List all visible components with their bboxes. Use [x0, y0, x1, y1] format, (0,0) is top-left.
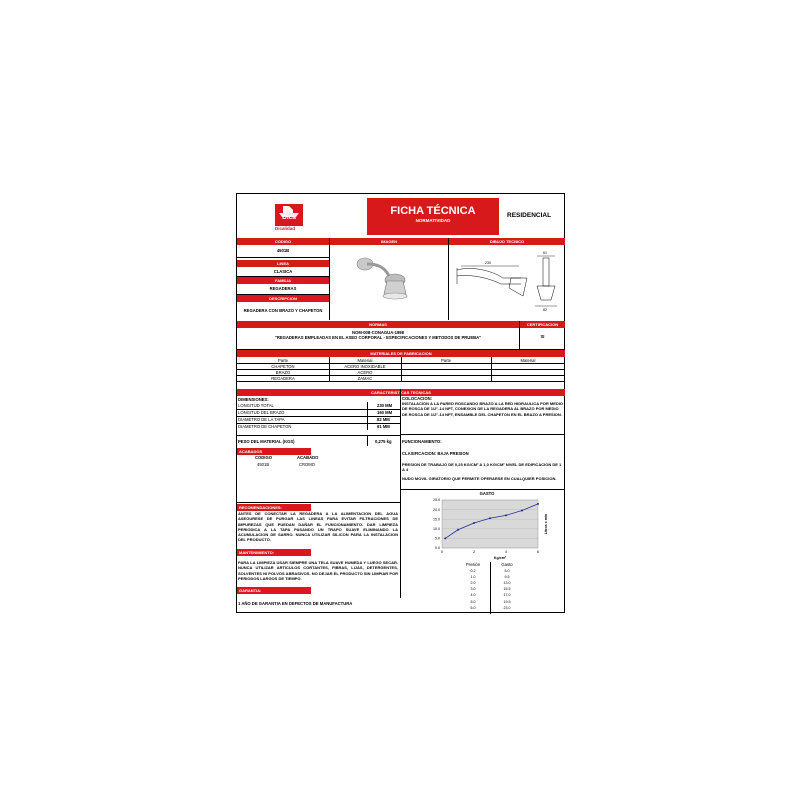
table-row: ACERO INOXIDABLE	[344, 364, 386, 369]
table-row: CHAPETON	[271, 364, 295, 369]
y-tick-label: 15.0	[433, 517, 440, 522]
dimension-value: 160 MM	[377, 410, 393, 415]
y-tick-label: 20.0	[433, 507, 440, 512]
dimension-name: DIAMETRO DE CHAPETON	[238, 424, 292, 429]
gasto-row-presion: 6.0	[470, 605, 476, 610]
familia-label: FAMILIA	[237, 277, 329, 284]
data-point	[537, 503, 539, 505]
plot-area	[442, 500, 538, 548]
gasto-row-gasto: 17.0	[503, 593, 511, 598]
normas-label: NORMAS	[237, 321, 519, 328]
gasto-row-presion: 1.0	[470, 575, 476, 580]
garantia-label: GARANTIA:	[237, 587, 311, 594]
norma-code: NOM-008-CONAGUA-1998	[352, 330, 404, 335]
ficha-tecnica-sheet	[236, 193, 565, 613]
acabados-label: ACABADOS	[237, 448, 311, 455]
gasto-row-gasto: 15.5	[503, 587, 511, 592]
dibujo-label: DIBUJO TECNICO	[449, 238, 565, 245]
acabados-header-acabado: ACABADO	[297, 455, 319, 460]
dimensiones-label: DIMENSIONES:	[238, 397, 269, 402]
y-axis-label: Litros x min	[544, 513, 548, 535]
nudo-text: NUDO MOVIL GIRATORIO QUE PERMITE OPERARSE EN CUALQUIER POSICION.	[402, 476, 557, 481]
table-row: CROMO	[299, 462, 316, 467]
mantenimiento-label: MANTENIMIENTO:	[237, 549, 311, 556]
technical-drawing	[451, 248, 563, 318]
descripcion-value: REGADERA CON BRAZO Y CHAPETON	[243, 308, 323, 313]
page-title: FICHA TÉCNICA	[390, 205, 476, 217]
gasto-row-presion: 3.0	[470, 587, 476, 592]
dim-top-label: 61	[543, 251, 547, 255]
x-tick-label: 6	[537, 550, 539, 554]
descripcion-label: DESCRIPCION	[237, 295, 329, 302]
dimension-name: DIAMETRO DE LA TAPA	[238, 417, 285, 422]
x-tick-label: 2	[473, 550, 475, 554]
x-axis-label: Kg/cm²	[493, 556, 507, 560]
brand-subname: Dicalidad	[275, 226, 296, 231]
materiales-label: MATERIALES DE FABRICACION	[237, 350, 565, 357]
familia-value: REGADERAS	[269, 286, 297, 291]
y-tick-label: 0.0	[435, 546, 440, 551]
y-tick-label: 10.0	[433, 527, 440, 531]
mantenimiento-text: PARA LA LIMPIEZA USAR SIEMPRE UNA TELA SUAVE HUMEDA Y LUEGO SECAR. NUNCA UTILIZAR ARTICULOS CORTANTES, FIBRAS, LIJAS, DETERGENTES, SOLVENTES NI POLVOS ABRASIVOS. NO DEJAR EL PRODUCTO SIN LIMPIAR POR PERIODOS LARGOS DE TIEMPO.	[238, 560, 398, 581]
colocacion-label: COLOCACION:	[402, 396, 433, 401]
data-point	[505, 514, 507, 516]
table-row: 4501B	[257, 462, 270, 467]
linea-value: CLASICA	[273, 269, 293, 274]
presion-text: PRESION DE TRABAJO DE 0,25 KG/CM² A 1,0 KG/CM² NIVEL DE EDIFICACION DE 1 A 4	[402, 462, 562, 473]
gasto-row-gasto: 13.0	[503, 581, 511, 586]
y-tick-label: 5.0	[435, 536, 440, 541]
x-tick-label: 0	[441, 550, 443, 554]
certificacion-label: CERTIFICACION	[520, 321, 565, 328]
norma-description: "REGADERAS EMPLEADAS EN EL ASEO CORPORAL - ESPECIFICACIONES Y METODOS DE PRUEBA"	[274, 335, 482, 340]
recomendaciones-text: ANTES DE CONECTAR LA REGADERA A LA ALIMENTACION DEL AGUA ASEGURESE DE PURGAR LAS LINEAS PARA EVITAR FILTRACIONES DE IMPUREZAS QUE PUEDAN DAÑAR EL FUNCIONAMIENTO. DAR LIMPIEZA PERIODICA A LA TAPA PASANDO UN TRAPO SUAVE ELIMINANDO LA ACUMULACION DE SARRO. NUNCA UTILIZAR SILICON PARA LA INSTALACION DEL PRODUCTO.	[238, 511, 398, 543]
category-label: RESIDENCIAL	[507, 212, 552, 219]
table-row: ZAMAC	[357, 376, 373, 381]
x-tick-label: 4	[505, 550, 507, 554]
gasto-row-gasto: 5.0	[504, 569, 510, 573]
recomendaciones-label: RECOMENDACIONES:	[237, 504, 311, 511]
gasto-row-gasto: 23.0	[503, 605, 511, 610]
dimension-value: 230 MM	[377, 403, 393, 408]
codigo-label: CODIGO	[237, 238, 329, 245]
showerhead-image	[345, 254, 435, 316]
codigo-value: 4501B	[276, 248, 290, 253]
dimension-value: 82 MM	[377, 417, 390, 422]
dim-arm-label: 230	[485, 261, 491, 265]
dimension-value: 61 MM	[377, 424, 390, 429]
data-point	[457, 529, 459, 531]
data-point	[521, 510, 523, 512]
garantia-text: 1 AÑO DE GARANTIA EN DEFECTOS DE MANUFACTURA	[238, 601, 353, 606]
dim-bottom-label: 82	[543, 308, 547, 312]
materiales-header-parte-2: Parte	[440, 358, 451, 363]
gasto-row-presion: 2.0	[470, 581, 476, 586]
gasto-row-gasto: 19.5	[503, 599, 511, 604]
materiales-header-parte-1: Parte	[277, 358, 288, 363]
certificacion-value: SI	[540, 334, 545, 339]
imagen-label: IMAGEN	[330, 238, 448, 245]
linea-label: LINEA	[237, 260, 329, 267]
gasto-row-presion: 0.2	[470, 569, 476, 573]
acabados-header-codigo: CODIGO	[255, 455, 272, 460]
page-subtitle: NORMATIVIDAD	[415, 218, 451, 223]
data-point	[444, 537, 446, 539]
table-row: BRAZO	[275, 370, 291, 375]
funcionamiento-label: FUNCIONAMIENTO:	[402, 439, 442, 444]
colocacion-text: INSTALACION A LA PARED ROSCANDO BRAZO A LA RED HIDRAULICA POR MEDIO DE ROSCA DE 1/2"-14 NPT, CONEXION DE LA REGADERA AL BRAZO POR MEDIO DE ROSCA DE 1/2"-14 NPT, ENSAMBLE DEL CHAPETON EN EL BRAZO A PRESION.	[402, 401, 564, 417]
gasto-row-presion: 5.0	[470, 599, 476, 604]
y-tick-label: 25.0	[433, 498, 440, 503]
gasto-header-gasto: Gasto	[501, 562, 513, 567]
caracteristicas-label: CARACTERISTICAS TECNICAS	[237, 389, 565, 396]
clasificacion-text: CLASIFICACION: BAJA PRESION	[402, 451, 469, 456]
data-point	[473, 522, 475, 524]
table-row: REGADERA	[271, 376, 295, 381]
gasto-row-presion: 4.0	[470, 593, 476, 598]
brand-name: Dica	[282, 214, 296, 221]
data-point	[489, 517, 491, 519]
peso-value: 0,275 kg	[375, 439, 392, 444]
chart-title: GASTO	[479, 491, 495, 496]
gasto-row-gasto: 9.5	[504, 575, 510, 580]
dimension-name: LONGITUD TOTAL	[238, 403, 274, 408]
table-row: ACERO	[357, 370, 373, 375]
materiales-header-material-1: Material	[357, 358, 373, 363]
materiales-header-material-2: Material	[520, 358, 536, 363]
gasto-chart	[420, 496, 555, 561]
header-title-box	[367, 198, 499, 235]
dimension-name: LONGITUD DEL BRAZO	[238, 410, 285, 415]
brand-logo	[273, 204, 305, 232]
gasto-header-presion: Presión	[465, 562, 481, 567]
peso-label: PESO DEL MATERIAL (KGS)	[238, 439, 295, 444]
